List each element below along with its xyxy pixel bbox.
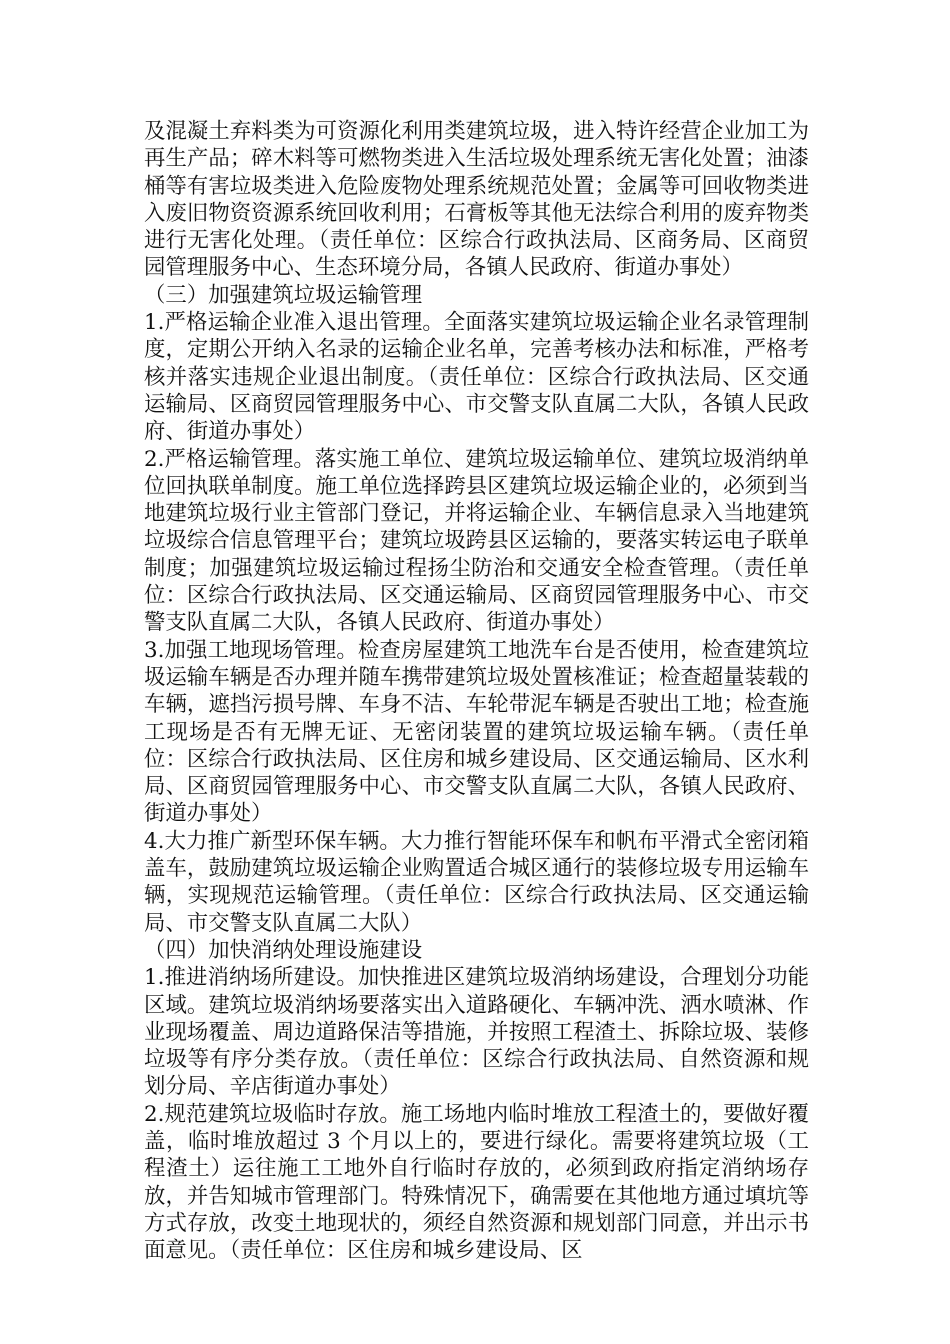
paragraph-item-4-2: 2.规范建筑垃圾临时存放。施工场地内临时堆放工程渣土的，要做好覆盖，临时堆放超过 3 个月以上的，要进行绿化。需要将建筑垃圾（工程渣土）运往施工工地外自行临时存放的，必须到政府指定消纳场存放，并告知城市管理部门。特殊情况下，确需要在其他地方通过填坑等方式存放，改变土地现状的，须经自然资源和规划部门同意，并出示书面意见。（责任单位：区住房和城乡建设局、区 [144, 1101, 809, 1264]
paragraph-item-3-4: 4.大力推广新型环保车辆。大力推行智能环保车和帆布平滑式全密闭箱盖车，鼓励建筑垃圾运输企业购置适合城区通行的装修垃圾专用运输车辆，实现规范运输管理。（责任单位：区综合行政执法局、区交通运输局、市交警支队直属二大队） [144, 828, 809, 936]
paragraph-item-3-3: 3.加强工地现场管理。检查房屋建筑工地洗车台是否使用，检查建筑垃圾运输车辆是否办理并随车携带建筑垃圾处置核准证；检查超量装载的车辆，遮挡污损号牌、车身不洁、车轮带泥车辆是否驶出工地；检查施工现场是否有无牌无证、无密闭装置的建筑垃圾运输车辆。（责任单位：区综合行政执法局、区住房和城乡建设局、区交通运输局、区水利局、区商贸园管理服务中心、市交警支队直属二大队，各镇人民政府、街道办事处） [144, 637, 809, 827]
paragraph-item-3-1: 1.严格运输企业准入退出管理。全面落实建筑垃圾运输企业名录管理制度，定期公开纳入名录的运输企业名单，完善考核办法和标准，严格考核并落实违规企业退出制度。（责任单位：区综合行政执法局、区交通运输局、区商贸园管理服务中心、市交警支队直属二大队，各镇人民政府、街道办事处） [144, 310, 809, 445]
heading-section-3: （三）加强建筑垃圾运输管理 [144, 282, 423, 308]
paragraph-classification-continued: 及混凝土弃料类为可资源化利用类建筑垃圾，进入特许经营企业加工为再生产品；碎木料等可燃物类进入生活垃圾处理系统无害化处置；油漆桶等有害垃圾类进入危险废物处理系统规范处置；金属等可回收物类进入废旧物资资源系统回收利用；石膏板等其他无法综合利用的废弃物类进行无害化处理。（责任单位：区综合行政执法局、区商务局、区商贸园管理服务中心、生态环境分局，各镇人民政府、街道办事处） [144, 119, 809, 281]
paragraph-item-4-1: 1.推进消纳场所建设。加快推进区建筑垃圾消纳场建设，合理划分功能区域。建筑垃圾消纳场要落实出入道路硬化、车辆冲洗、洒水喷淋、作业现场覆盖、周边道路保洁等措施，并按照工程渣土、拆除垃圾、装修垃圾等有序分类存放。（责任单位：区综合行政执法局、自然资源和规划分局、辛店街道办事处） [144, 965, 809, 1100]
document-body [144, 118, 809, 1264]
paragraph-item-3-2: 2.严格运输管理。落实施工单位、建筑垃圾运输单位、建筑垃圾消纳单位回执联单制度。施工单位选择跨县区建筑垃圾运输企业的，必须到当地建筑垃圾行业主管部门登记，并将运输企业、车辆信息录入当地建筑垃圾综合信息管理平台；建筑垃圾跨县区运输的，要落实转运电子联单制度；加强建筑垃圾运输过程扬尘防治和交通安全检查管理。（责任单位：区综合行政执法局、区交通运输局、区商贸园管理服务中心、市交警支队直属二大队，各镇人民政府、街道办事处） [144, 446, 809, 636]
heading-section-4: （四）加快消纳处理设施建设 [144, 937, 423, 963]
